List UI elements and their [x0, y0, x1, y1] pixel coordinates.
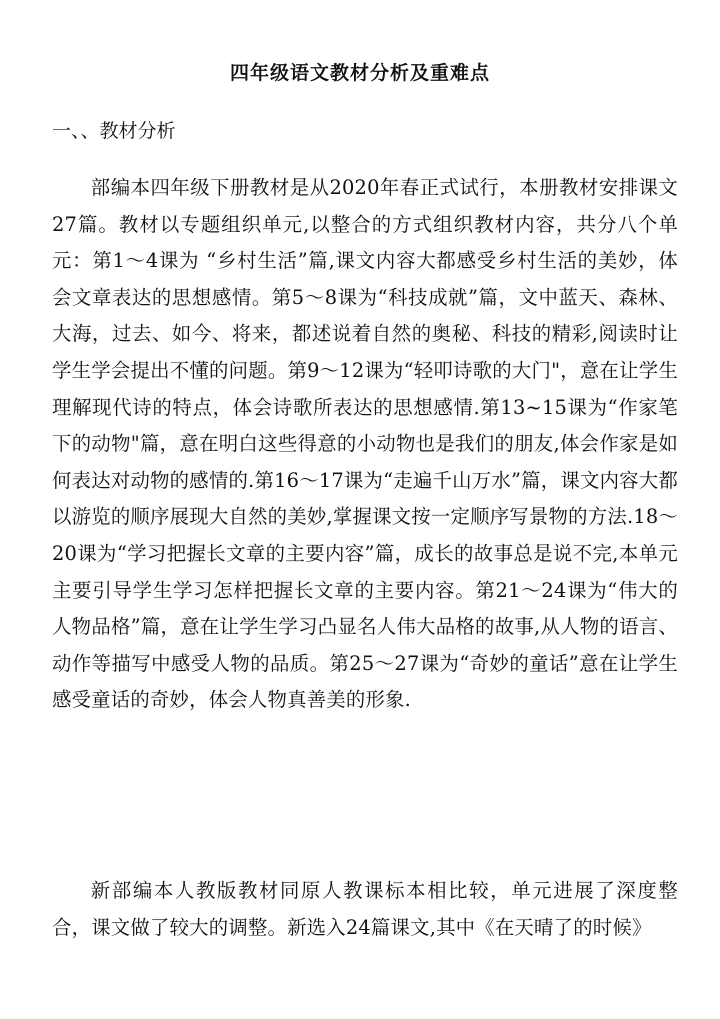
section-heading: 一、、教材分析	[52, 120, 176, 142]
paragraph-1: 部编本四年级下册教材是从2020年春正式试行，本册教材安排课文27篇。教材以专题组织单元,以整合的方式组织教材内容，共分八个单元：第1～4课为 “乡村生活”篇,课文内容大都感受乡村生活的美妙，体会文章表达的思想感情。第5～8课为“科技成就”篇，文中蓝天、森林、大海，过去、如今、将来，都述说着自然的奥秘、科技的精彩,阅读时让学生学会提出不懂的问题。第9～12课为“轻叩诗歌的大门"，意在让学生理解现代诗的特点，体会诗歌所表达的思想感情.第13~15课为“作家笔下的动物"篇，意在明白这些得意的小动物也是我们的朋友,体会作家是如何表达对动物的感情的.第16～17课为“走遍千山万水”篇，课文内容大都以游览的顺序展现大自然的美妙,掌握课文按一定顺序写景物的方法.18～20课为“学习把握长文章的主要内容”篇，成长的故事总是说不完,本单元主要引导学生学习怎样把握长文章的主要内容。第21～24课为“伟大的人物品格”篇，意在让学生学习凸显名人伟大品格的故事,从人物的语言、动作等描写中感受人物的品质。第25～27课为“奇妙的童话”意在让学生感受童话的奇妙，体会人物真善美的形象.	[52, 176, 678, 712]
page-title: 四年级语文教材分析及重难点	[229, 62, 490, 84]
paragraph-2: 新部编本人教版教材同原人教课标本相比较，单元进展了深度整合，课文做了较大的调整。新选入24篇课文,其中《在天晴了的时候》	[52, 879, 678, 939]
